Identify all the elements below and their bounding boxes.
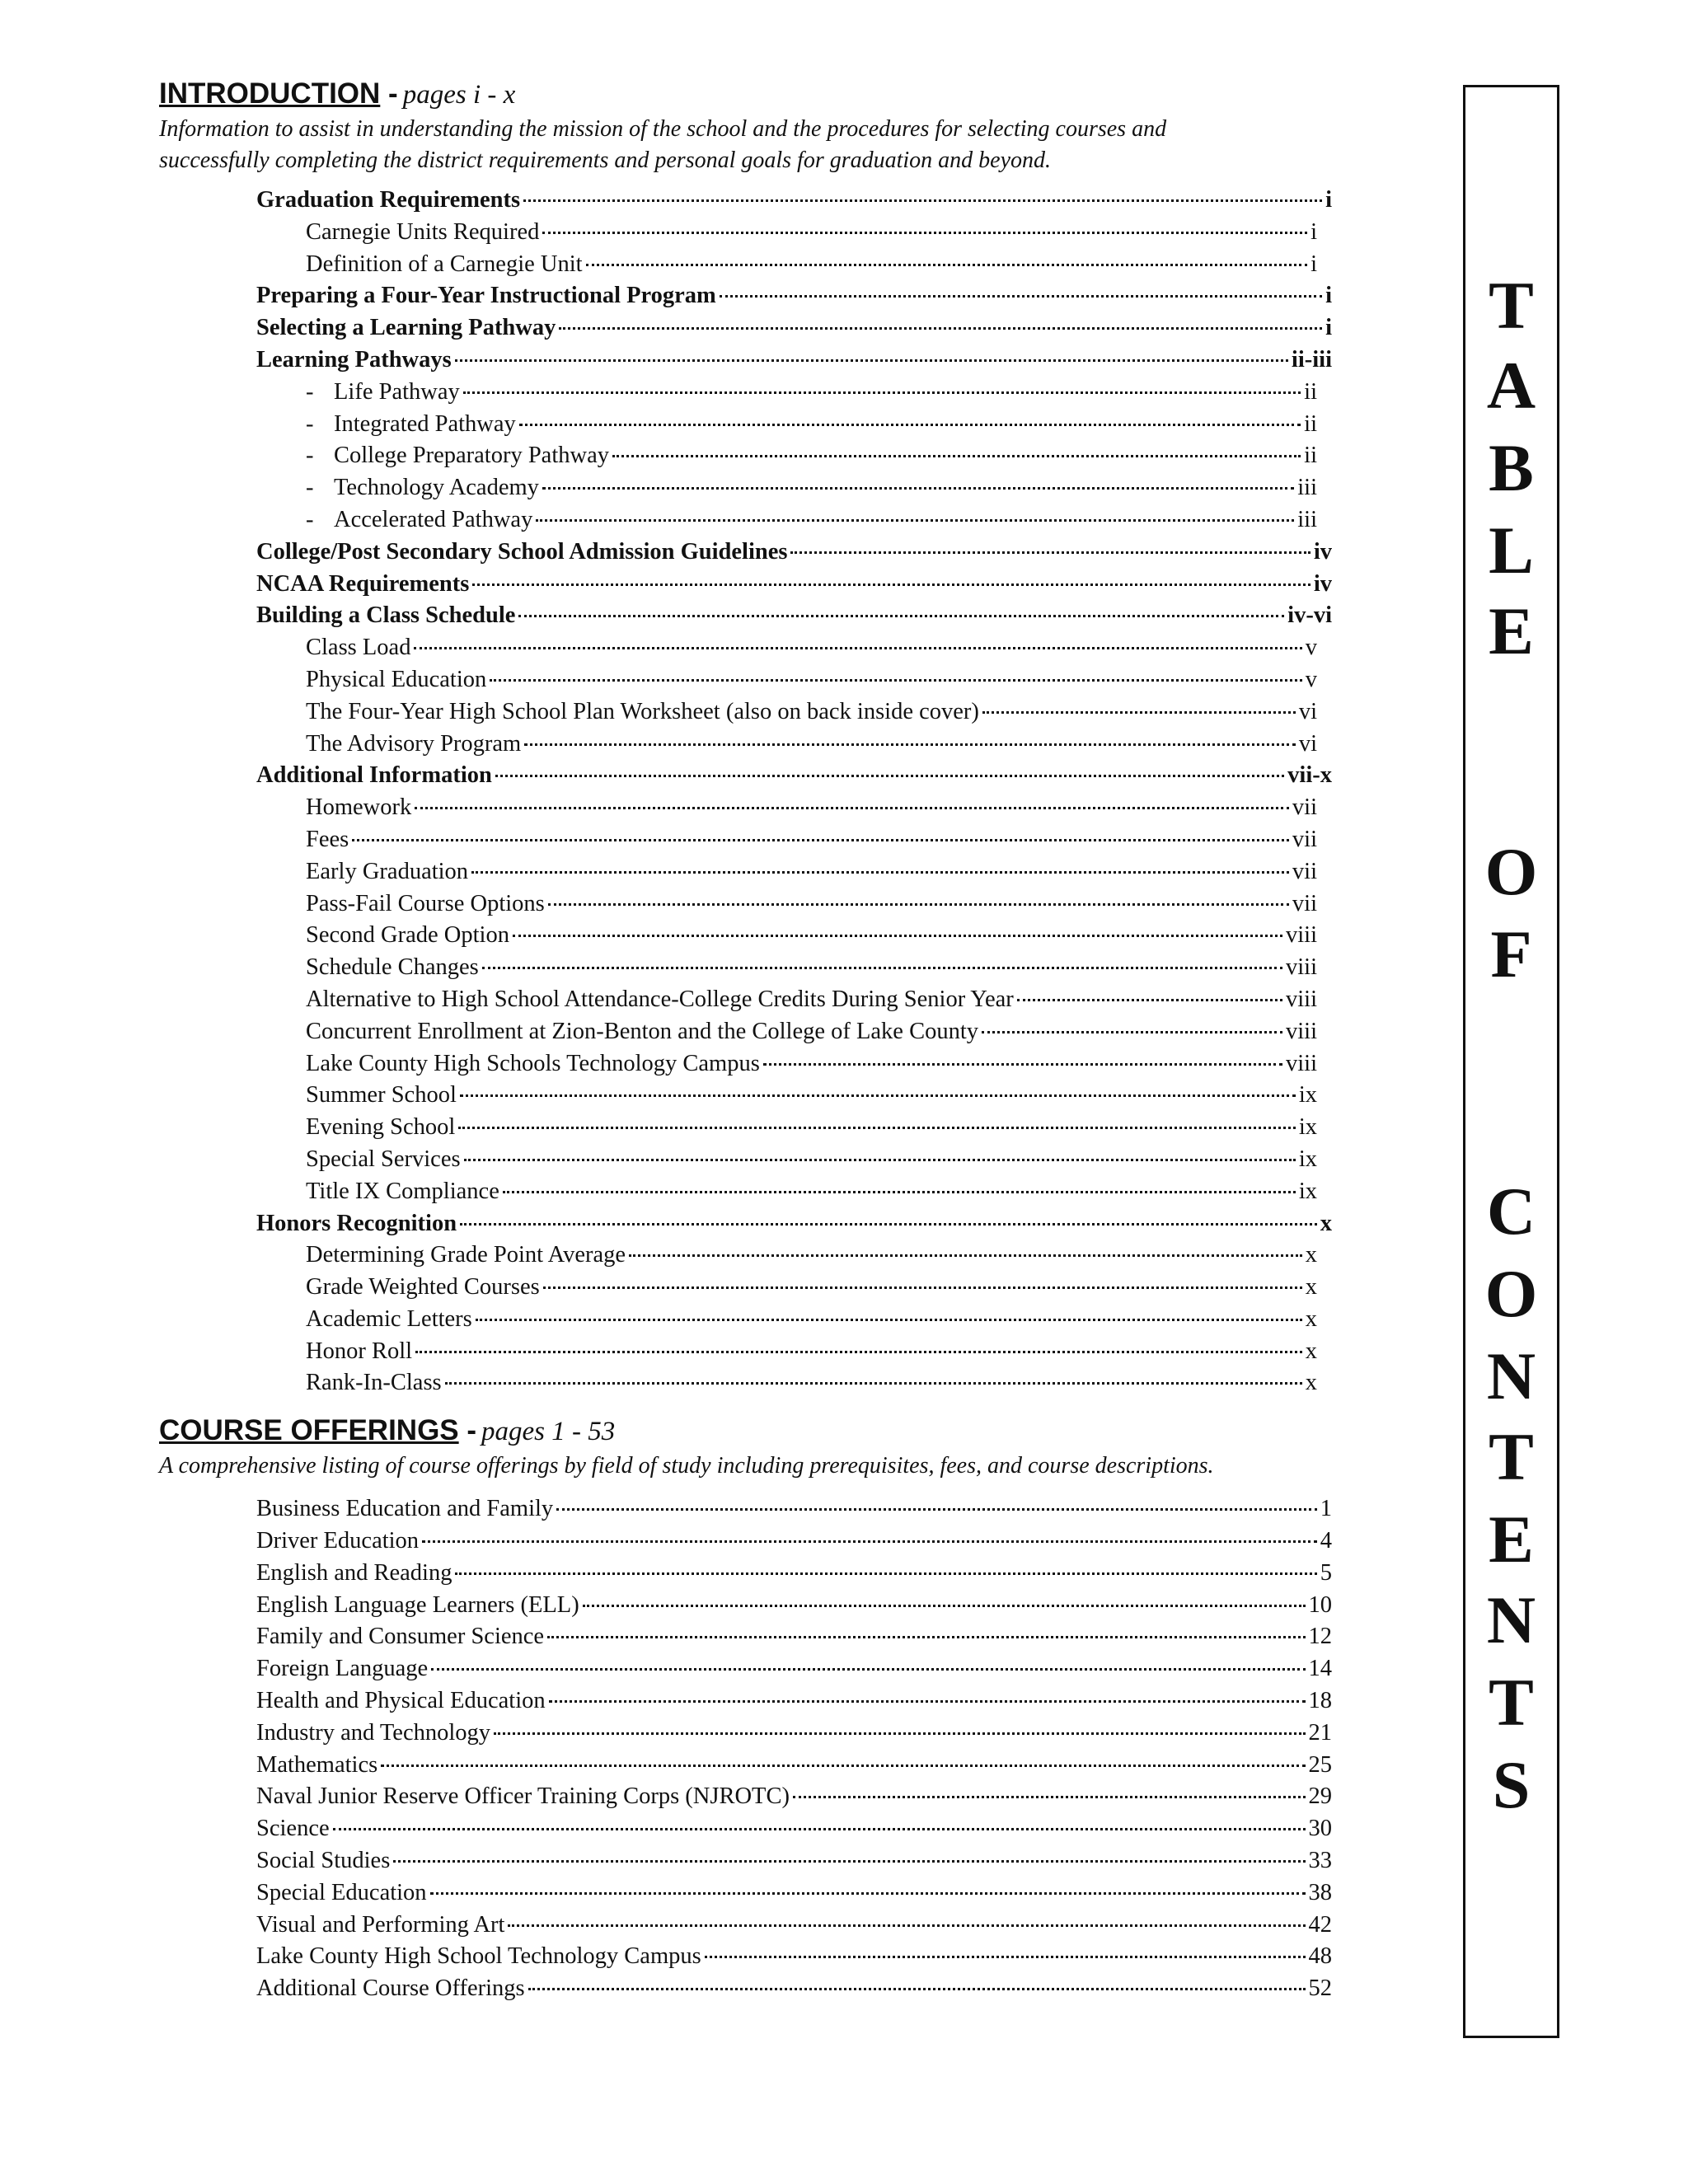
dot-leader [549,1699,1306,1703]
toc-entry-page: 21 [1308,1719,1332,1746]
toc-entry-page: ii [1304,410,1317,437]
toc-entry-page: vii [1292,890,1317,916]
toc-entry [256,185,1332,217]
toc-entry-title: Rank-In-Class [306,1370,442,1396]
toc-entry-title: Building a Class Schedule [256,602,516,629]
toc-entry-bullet: - [306,443,314,469]
toc-entry-title: English Language Learners (ELL) [256,1591,579,1618]
course-entry [256,1718,1332,1750]
toc-entry-title: Integrated Pathway [334,410,516,437]
sidebar-letter: E [1489,1502,1534,1577]
toc-entry-page: 33 [1308,1848,1332,1874]
toc-entry-page: viii [1285,986,1317,1012]
sidebar-letter: B [1489,430,1534,505]
toc-entry-page: 42 [1308,1911,1332,1938]
toc-entry-title: Preparing a Four-Year Instructional Program [256,283,716,309]
sidebar-letter: N [1486,1338,1536,1413]
dot-leader [790,551,1310,554]
dot-leader [547,1635,1305,1638]
introduction-title: INTRODUCTION [159,77,381,110]
dot-leader [763,1062,1282,1066]
toc-entry-page: vi [1298,698,1317,724]
dot-leader [508,1924,1305,1927]
toc-subentry [306,1272,1317,1304]
dot-leader [524,743,1296,746]
dot-leader [518,614,1284,617]
toc-subentry [306,792,1317,824]
toc-entry-title: Accelerated Pathway [334,506,533,532]
toc-entry-bullet: - [306,475,314,501]
toc-entry-page: vii [1292,858,1317,884]
dot-leader [542,486,1294,490]
introduction-separator: - [380,77,398,110]
toc-subentry [306,664,1317,696]
dot-leader [793,1795,1306,1798]
toc-entry [256,312,1332,344]
toc-entry [256,760,1332,792]
dot-leader [519,423,1301,426]
toc-entry-page: x [1320,1210,1332,1236]
toc-entry-page: iii [1297,475,1317,501]
course-offerings-page-range: pages 1 - 53 [481,1417,616,1447]
toc-entry-title: Industry and Technology [256,1719,491,1746]
toc-subentry [306,504,1317,537]
sidebar-letter: O [1484,834,1538,909]
toc-entry [256,344,1332,377]
dot-leader [455,359,1288,362]
dot-leader [556,1507,1317,1511]
toc-entry-page: ii [1304,378,1317,405]
toc-entry-page: ix [1298,1082,1317,1108]
sidebar-letter: S [1492,1747,1531,1822]
toc-entry-page: 12 [1308,1624,1332,1650]
toc-entry-title: Life Pathway [334,378,460,405]
toc-entry-page: vii-x [1287,762,1332,789]
dot-leader [464,1158,1296,1161]
dot-leader [455,1572,1316,1575]
toc-entry-title: Title IX Compliance [306,1178,499,1204]
course-entry [256,1941,1332,1973]
toc-entry-page: 48 [1308,1943,1332,1970]
dot-leader [982,710,1296,714]
toc-entry-page: ix [1298,1146,1317,1172]
toc-entry [256,600,1332,632]
toc-subentry [306,824,1317,856]
toc-subentry [306,632,1317,664]
toc-entry-page: 38 [1308,1879,1332,1905]
dot-leader [705,1955,1306,1958]
toc-entry-page: viii [1285,922,1317,949]
toc-subentry [306,1016,1317,1048]
course-entry [256,1845,1332,1877]
toc-entry-page: 30 [1308,1816,1332,1842]
sidebar-letter: E [1489,593,1534,668]
toc-entry-title: College/Post Secondary School Admission Guidelines [256,538,788,565]
dot-leader [476,1318,1302,1321]
dot-leader [548,902,1289,906]
toc-entry-title: Concurrent Enrollment at Zion-Benton and the College of Lake County [306,1018,979,1044]
dot-leader [543,1286,1302,1289]
dot-leader [536,518,1294,522]
course-offerings-section [159,1411,1354,2005]
course-entry [256,1653,1332,1685]
course-entry [256,1590,1332,1622]
toc-entry-page: vi [1298,730,1317,757]
toc-entry-title: College Preparatory Pathway [334,443,609,469]
table-of-contents-sidebar [1463,85,1559,2038]
toc-subentry [306,409,1317,441]
toc-entry-title: Summer School [306,1082,457,1108]
dot-leader [472,583,1310,586]
dot-leader [415,806,1289,809]
toc-entry-title: The Advisory Program [306,730,522,757]
toc-subentry [306,888,1317,921]
toc-entry-title: Additional Course Offerings [256,1975,525,2002]
dot-leader [1017,998,1282,1001]
introduction-heading [159,74,1354,114]
toc-subentry [306,440,1317,472]
toc-entry-bullet: - [306,410,314,437]
toc-entry [256,280,1332,312]
toc-entry-page: iv-vi [1287,602,1332,629]
dot-leader [629,1254,1302,1257]
toc-entry-title: Honors Recognition [256,1210,457,1236]
toc-entry-page: vii [1292,794,1317,821]
toc-subentry [306,377,1317,409]
toc-entry-page: i [1325,187,1332,213]
dot-leader [463,391,1301,394]
dot-leader [422,1540,1317,1543]
dot-leader [612,454,1301,457]
toc-entry-page: x [1305,1338,1317,1364]
toc-entry-title: Grade Weighted Courses [306,1274,540,1301]
toc-entry-title: Learning Pathways [256,346,452,373]
toc-entry-page: i [1311,251,1317,277]
toc-entry-title: Additional Information [256,762,492,789]
dot-leader [431,1667,1305,1671]
dot-leader [523,199,1322,202]
toc-subentry [306,729,1317,761]
introduction-description-line-1: Information to assist in understanding the mission of the school and the procedures for selecting courses and [159,116,1167,142]
toc-entry-title: Naval Junior Reserve Officer Training Corps (NJROTC) [256,1783,790,1810]
toc-entry-title: Evening School [306,1114,456,1141]
toc-subentry [306,217,1317,249]
toc-entry-title: Academic Letters [306,1305,472,1332]
toc-entry-title: Foreign Language [256,1656,429,1682]
toc-entry-title: English and Reading [256,1559,452,1586]
introduction-page-range: pages i - x [402,80,516,110]
dot-leader [471,870,1289,874]
toc-entry-page: 25 [1308,1751,1332,1778]
toc-entry-title: Alternative to High School Attendance-College Credits During Senior Year [306,986,1014,1012]
toc-entry-title: Driver Education [256,1528,420,1554]
dot-leader [503,1190,1296,1193]
toc-entry-title: Graduation Requirements [256,187,521,213]
toc-subentry [306,1080,1317,1112]
course-entry [256,1877,1332,1910]
toc-subentry [306,1240,1317,1272]
toc-entry-page: ix [1298,1178,1317,1204]
toc-entry-title: Special Services [306,1146,461,1172]
toc-entry-title: Schedule Changes [306,954,479,981]
dot-leader [982,1030,1282,1033]
dot-leader [482,966,1282,969]
toc-subentry [306,856,1317,888]
toc-entry-page: 14 [1308,1656,1332,1682]
dot-leader [445,1381,1302,1385]
course-entry [256,1750,1332,1782]
toc-entry-page: iii [1297,506,1317,532]
toc-entry-title: Lake County High Schools Technology Campus [306,1050,760,1076]
dot-leader [542,231,1307,234]
sidebar-letter: T [1489,1665,1534,1740]
course-entry [256,1526,1332,1558]
toc-subentry [306,1176,1317,1208]
toc-subentry [306,696,1317,729]
dot-leader [528,1987,1306,1990]
toc-entry-title: Determining Grade Point Average [306,1242,626,1268]
toc-entry-page: 52 [1308,1975,1332,2002]
toc-entry [256,569,1332,601]
sidebar-letter: F [1490,916,1532,991]
sidebar-letter: N [1486,1582,1536,1657]
toc-entry-page: 5 [1320,1559,1332,1586]
course-offerings-title: COURSE OFFERINGS [159,1414,459,1447]
toc-entry-page: viii [1285,1018,1317,1044]
toc-entry-title: Business Education and Family [256,1496,554,1522]
toc-entry-page: i [1311,218,1317,245]
toc-entry-page: vii [1292,826,1317,852]
toc-entry-title: Lake County High School Technology Campus [256,1943,701,1970]
toc-entry-page: v [1305,635,1317,661]
introduction-section [159,74,1354,1399]
toc-entry-page: 29 [1308,1783,1332,1810]
toc-entry-title: Visual and Performing Art [256,1911,505,1938]
dot-leader [460,1094,1296,1097]
toc-entry-title: NCAA Requirements [256,570,470,597]
course-offerings-description: A comprehensive listing of course offerings by field of study including prerequisites, fees, and course descriptions. [159,1453,1214,1479]
dot-leader [495,774,1284,777]
course-offerings-separator: - [458,1414,477,1447]
toc-entry-title: Special Education [256,1879,427,1905]
sidebar-letter: T [1489,268,1534,343]
dot-leader [513,934,1282,937]
toc-entry-title: Physical Education [306,666,487,692]
toc-entry-page: i [1325,315,1332,341]
toc-entry-page: viii [1285,954,1317,981]
toc-entry-title: Science [256,1816,330,1842]
toc-entry-title: Second Grade Option [306,922,509,949]
toc-subentry [306,249,1317,281]
dot-leader [414,646,1301,649]
introduction-toc-list [159,185,1354,1399]
toc-entry-title: Pass-Fail Course Options [306,890,545,916]
toc-entry-title: Fees [306,826,349,852]
dot-leader [494,1732,1305,1735]
sidebar-letter: O [1484,1256,1538,1331]
course-offerings-heading [159,1411,1354,1451]
toc-subentry [306,1304,1317,1336]
toc-entry-page: 4 [1320,1528,1332,1554]
dot-leader [458,1126,1296,1129]
course-entry [256,1973,1332,2005]
toc-entry-page: iv [1313,570,1332,597]
course-entry [256,1558,1332,1590]
toc-entry-title: Early Graduation [306,858,469,884]
toc-entry-page: x [1305,1242,1317,1268]
toc-entry-page: ix [1298,1114,1317,1141]
toc-entry-title: Social Studies [256,1848,391,1874]
toc-subentry [306,920,1317,952]
toc-entry-title: The Four-Year High School Plan Worksheet (also on back inside cover) [306,698,979,724]
toc-entry-page: x [1305,1274,1317,1301]
dot-leader [415,1350,1302,1353]
toc-entry-page: v [1305,666,1317,692]
introduction-description-line-2: successfully completing the district requirements and personal goals for graduation and beyond. [159,148,1052,173]
course-entry [256,1781,1332,1813]
toc-entry-bullet: - [306,378,314,405]
toc-entry-page: ii [1304,443,1317,469]
toc-subentry [306,1144,1317,1176]
toc-entry-page: x [1305,1305,1317,1332]
toc-subentry [306,952,1317,984]
toc-entry-page: ii-iii [1291,346,1332,373]
course-offerings-toc-list [159,1493,1354,2005]
dot-leader [490,678,1302,682]
dot-leader [720,294,1322,298]
dot-leader [333,1827,1306,1830]
sidebar-letter: L [1489,513,1534,588]
toc-subentry [306,1112,1317,1144]
dot-leader [352,838,1289,841]
toc-subentry [306,472,1317,504]
toc-entry-title: Class Load [306,635,411,661]
toc-entry-title: Homework [306,794,412,821]
dot-leader [460,1222,1317,1226]
course-entry [256,1493,1332,1526]
dot-leader [430,1891,1306,1895]
dot-leader [586,263,1308,266]
toc-entry-page: iv [1313,538,1332,565]
course-entry [256,1621,1332,1653]
dot-leader [583,1604,1306,1607]
dot-leader [559,326,1322,330]
toc-entry-page: 18 [1308,1688,1332,1714]
toc-entry-title: Mathematics [256,1751,378,1778]
course-entry [256,1685,1332,1718]
course-entry [256,1910,1332,1942]
dot-leader [393,1859,1305,1863]
toc-entry-title: Technology Academy [334,475,539,501]
toc-entry-bullet: - [306,506,314,532]
toc-entry-title: Selecting a Learning Pathway [256,315,556,341]
sidebar-letter: T [1489,1419,1534,1494]
toc-main [159,74,1354,2005]
sidebar-letter: A [1486,348,1536,423]
toc-subentry [306,1336,1317,1368]
toc-entry-page: i [1325,283,1332,309]
sidebar-letter: C [1486,1174,1536,1249]
course-entry [256,1813,1332,1845]
toc-entry-title: Definition of a Carnegie Unit [306,251,583,277]
toc-subentry [306,984,1317,1016]
toc-entry [256,537,1332,569]
toc-entry-title: Carnegie Units Required [306,218,540,245]
toc-entry-title: Health and Physical Education [256,1688,546,1714]
toc-entry-title: Honor Roll [306,1338,413,1364]
toc-subentry [306,1367,1317,1399]
toc-entry-page: 1 [1320,1496,1332,1522]
toc-entry-title: Family and Consumer Science [256,1624,545,1650]
toc-entry-page: x [1305,1370,1317,1396]
dot-leader [381,1764,1305,1767]
toc-entry-page: 10 [1308,1591,1332,1618]
toc-entry [256,1208,1332,1240]
toc-entry-page: viii [1285,1050,1317,1076]
toc-subentry [306,1048,1317,1080]
